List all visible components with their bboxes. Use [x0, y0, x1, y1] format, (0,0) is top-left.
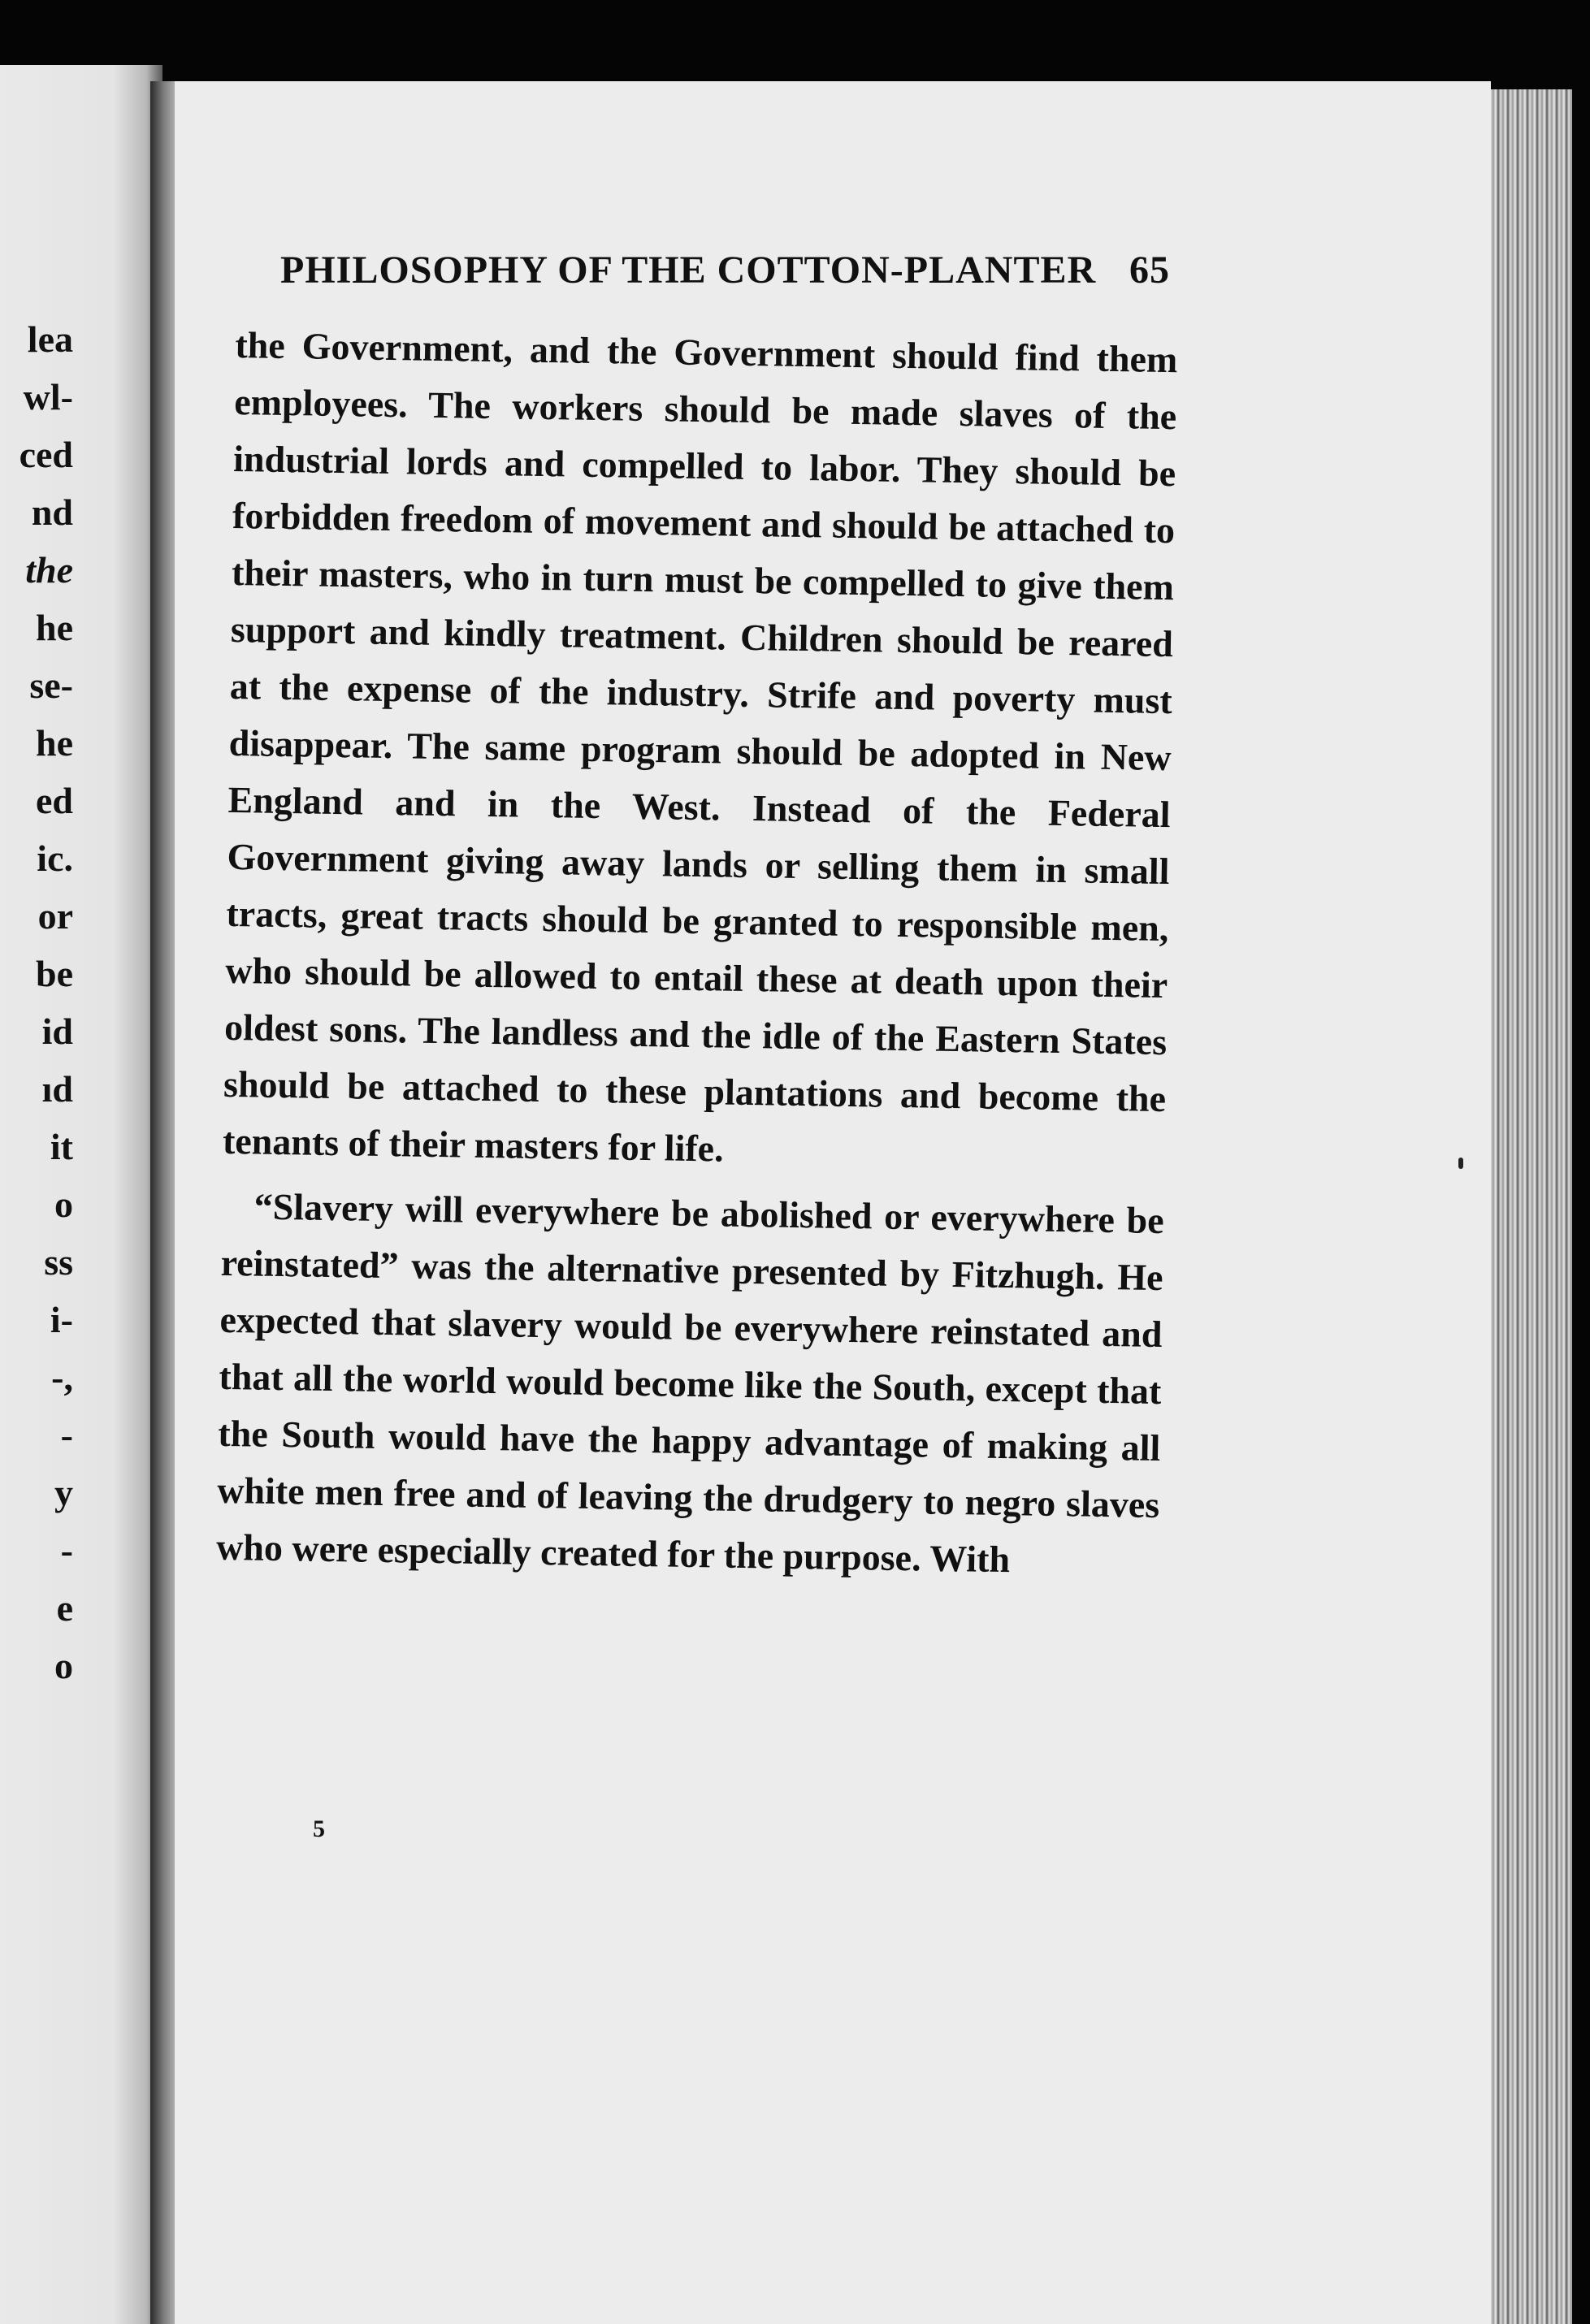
left-page-fragment: or: [37, 895, 73, 937]
left-page-fragment: ıd: [41, 1068, 73, 1110]
left-page-fragment: y: [54, 1472, 73, 1513]
left-page-fragment: ced: [19, 434, 73, 475]
left-page-fragment: ss: [44, 1241, 73, 1283]
left-page-fragment: o: [54, 1645, 73, 1686]
left-page-fragment: the: [25, 549, 73, 591]
running-header: [280, 248, 1174, 292]
page-edges: [1491, 89, 1572, 2324]
left-page-fragment: -,: [51, 1357, 73, 1398]
page-number: 65: [1129, 249, 1170, 292]
ink-speck: [1458, 1158, 1463, 1169]
left-page-fragment: be: [36, 953, 73, 994]
left-page-fragment: -: [60, 1414, 73, 1456]
left-page-fragment: he: [36, 722, 73, 764]
left-page-fragment: i-: [50, 1299, 73, 1340]
left-page-fragment: lea: [27, 318, 73, 360]
left-page-fragment: se-: [29, 664, 73, 706]
left-page-fragment: -: [60, 1530, 73, 1571]
left-page-fragment: he: [36, 607, 73, 648]
paragraph: “Slavery will everywhere be abolished or everywhere be reinstated” was the alternative presented by Fitzhugh. He expected that slavery would be everywhere reinstated and that all the world would become like the South, except that the South would have the happy advantage of making all white men free and of leaving the drudgery to negro slaves who were especially created for the purpose. With: [215, 1185, 1165, 1581]
left-page-fragment: it: [50, 1126, 73, 1167]
body-text: [216, 317, 1178, 1590]
running-header-title: PHILOSOPHY OF THE COTTON-PLANTER: [280, 249, 1097, 292]
left-page-fragment: e: [56, 1587, 73, 1629]
paragraph: the Government, and the Government should find them employees. The workers should be made slaves of the industrial lords and compelled to labor. They should be forbidden freedom of movement and should be attached to their masters, who in turn must be compelled to give them support and kindly treatment. Children should be reared at the expense of the industry. Strife and poverty must disappear. The same program should be adopted in New England and in the West. Instead of the Federal Government giving away lands or selling them in small tracts, great tracts should be granted to responsible men, who should be allowed to entail these at death upon their oldest sons. The landless and the idle of the Eastern States should be attached to these plantations and become the tenants of their masters for life.: [222, 323, 1178, 1170]
left-page-fragment: nd: [31, 491, 73, 533]
left-page-fragment: ed: [36, 780, 73, 821]
left-page-fragment: o: [54, 1184, 73, 1225]
left-page-fragment: wl-: [23, 376, 73, 418]
left-page-fragment: id: [41, 1011, 73, 1052]
left-page-fragment: ic.: [37, 837, 73, 879]
signature-mark: 5: [313, 1815, 325, 1842]
